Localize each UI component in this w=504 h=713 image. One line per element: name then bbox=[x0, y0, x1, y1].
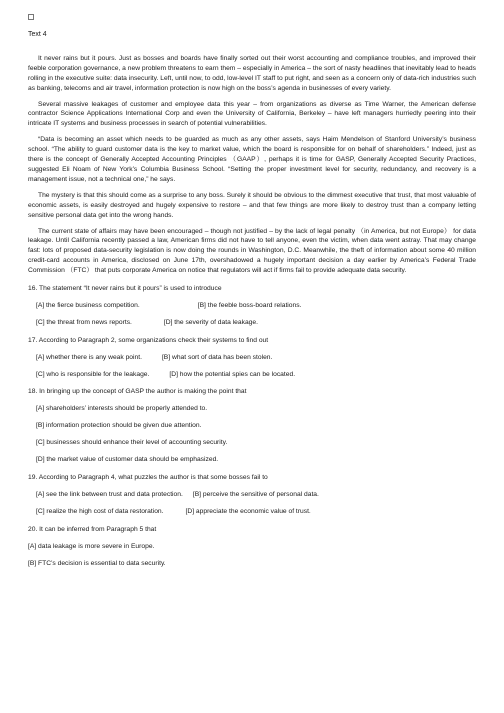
question-17-option-d: [D] how the potential spies can be located. bbox=[169, 370, 296, 378]
paragraph-2: Several massive leakages of customer and employee data this year – from organizations as diverse as Time Warner, the American defense contractor Science Applications International Corp and even the University of California, Berkeley – have left managers hurriedly peering into their intricate IT systems and business processes in search of potential vulnerabilities. bbox=[28, 100, 476, 128]
question-19-stem: 19. According to Paragraph 4, what puzzles the author is that some bosses fail to bbox=[28, 474, 268, 481]
question-16-option-c: [C] the threat from news reports. bbox=[36, 318, 132, 326]
question-18-option-b-row bbox=[36, 421, 476, 431]
question-18-option-a: [A] shareholders’ interests should be properly attended to. bbox=[36, 405, 208, 413]
question-18-option-c: [C] businesses should enhance their level of accounting security. bbox=[36, 439, 228, 447]
question-16-option-a: [A] the fierce business competition. bbox=[36, 301, 140, 309]
question-16-option-b: [B] the feeble boss-board relations. bbox=[197, 301, 302, 309]
question-19-option-c: [C] realize the high cost of data restoration. bbox=[36, 507, 164, 515]
question-19-option-d: [D] appreciate the economic value of trust. bbox=[185, 507, 311, 515]
paragraph-5: The current state of affairs may have been encouraged – though not justified – by the lack of legal penalty （in America, but not Europe） for data leakage. Until California recently passed a law, American firms did not have to tell anyone, even the victim, when data went astray. That may change fast: lots of proposed data-security legislation is now doing the rounds in Washington, D.C. Meanwhile, the theft of information about some 40 million credit-card accounts in America, disclosed on June 17th, overshadowed a hugely important decision a day earlier by America’s Federal Trade Commission （FTC） that puts corporate America on notice that regulators will act if firms fail to provide adequate data security. bbox=[28, 227, 476, 275]
question-18-option-d-row bbox=[36, 455, 476, 465]
question-17-option-b: [B] what sort of data has been stolen. bbox=[161, 353, 273, 361]
text-title: Text 4 bbox=[28, 31, 47, 38]
question-18-stem: 18. In bringing up the concept of GASP the author is making the point that bbox=[28, 388, 247, 396]
question-17-options-row-2 bbox=[36, 370, 476, 380]
question-19-options-row-2 bbox=[36, 507, 476, 517]
question-18-option-c-row bbox=[36, 438, 476, 448]
question-20-option-b: [B] FTC’s decision is essential to data security. bbox=[28, 559, 166, 567]
question-17-stem: 17. According to Paragraph 2, some organizations check their systems to find out bbox=[28, 336, 269, 344]
paragraph-3: “Data is becoming an asset which needs to be guarded as much as any other assets, says Haim Mendelson of Stanford University’s business school. “The ability to guard customer data is the key to market value, which the board is responsible for on behalf of shareholders.” Indeed, just as there is the concept of Generally Accepted Accounting Principles （GAAP）, perhaps it is time for GASP, Generally Accepted Security Practices, suggested Eli Noam of New York’s Columbia Business School. “Setting the proper investment level for security, redundancy, and recovery is a management issue, not a technical one,” he says. bbox=[28, 136, 476, 183]
question-16-stem: 16. The statement “It never rains but it pours” is used to introduce bbox=[28, 285, 222, 293]
question-19-options-row-1 bbox=[36, 490, 476, 500]
question-17-option-a: [A] whether there is any weak point. bbox=[36, 353, 142, 361]
paragraph-1: It never rains but it pours. Just as bosses and boards have finally sorted out their worst accounting and compliance troubles, and improved their feeble corporation governance, a new problem threatens to earn them – especially in America – the sort of nasty headlines that inevitably lead to heads rolling in the executive suite: data insecurity. Left, until now, to odd, low-level IT staff to put right, and seen as a concern only of data-rich industries such as banking, telecoms and air travel, information protection is now high on the boss’s agenda in businesses of every variety. bbox=[28, 54, 476, 92]
question-20-option-a: [A] data leakage is more severe in Europe. bbox=[28, 542, 155, 550]
question-17-options-row-1 bbox=[36, 353, 476, 363]
page-corner-mark bbox=[28, 14, 34, 20]
question-16-options-row-2 bbox=[36, 318, 476, 328]
paragraph-4: The mystery is that this should come as a surprise to any boss. Surely it should be obvious to the dimmest executive that trust, that most valuable of economic assets, is easily destroyed and hugely expensive to restore – and that few things are more likely to destroy trust than a company letting sensitive personal data get into the wrong hands. bbox=[28, 191, 476, 219]
question-17-option-c: [C] who is responsible for the leakage. bbox=[36, 370, 150, 378]
question-18-option-d: [D] the market value of customer data should be emphasized. bbox=[36, 456, 219, 464]
question-19-option-b: [B] perceive the sensitive of personal data. bbox=[192, 490, 319, 498]
question-20-stem: 20. It can be inferred from Paragraph 5 that bbox=[28, 525, 157, 533]
question-16-option-d: [D] the severity of data leakage. bbox=[163, 318, 258, 326]
question-18-option-a-row bbox=[36, 404, 476, 414]
question-16-options-row-1 bbox=[36, 301, 476, 311]
question-18-option-b: [B] information protection should be given due attention. bbox=[36, 422, 202, 430]
question-19-option-a: [A] see the link between trust and data protection. bbox=[36, 490, 183, 498]
